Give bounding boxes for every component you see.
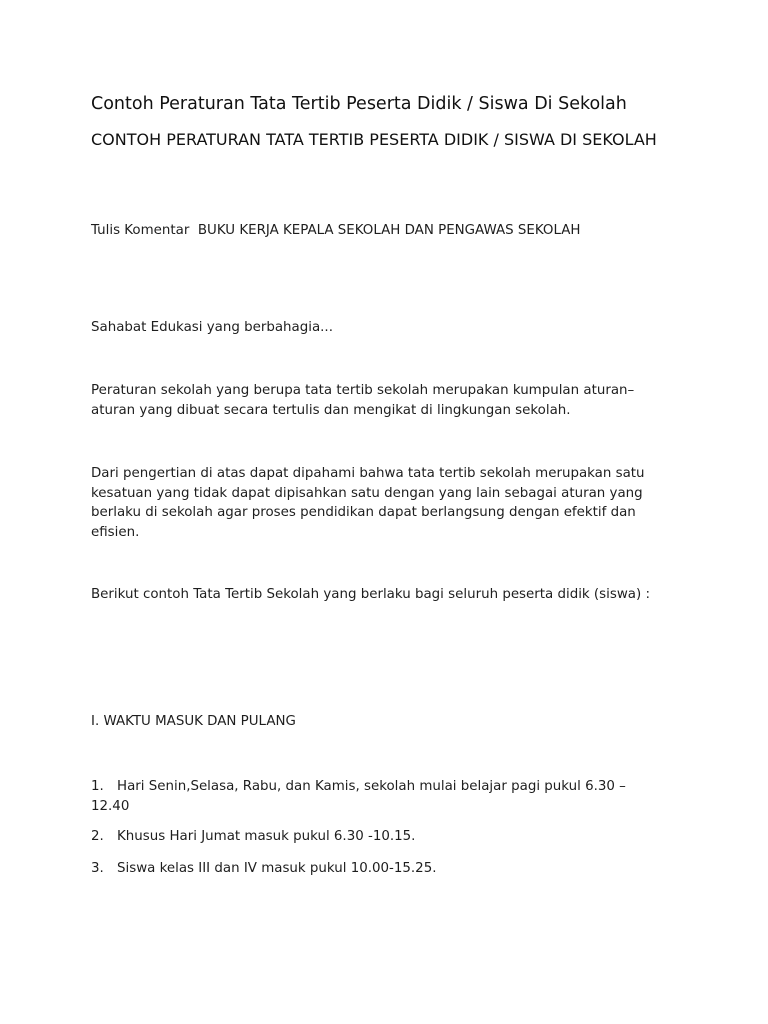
list-item bbox=[91, 859, 661, 879]
list-item-number: 3. bbox=[91, 861, 104, 876]
section-heading: I. WAKTU MASUK DAN PULANG bbox=[91, 714, 296, 729]
list-item-text: Siswa kelas III dan IV masuk pukul 10.00-15.25. bbox=[117, 861, 437, 876]
list-item-number: 1. bbox=[91, 779, 104, 794]
regulation-paragraph: Peraturan sekolah yang berupa tata tertib sekolah merupakan kumpulan aturan–aturan yang dibuat secara tertulis dan mengikat di lingkungan sekolah. bbox=[91, 383, 635, 418]
greeting-paragraph: Sahabat Edukasi yang berbahagia... bbox=[91, 320, 333, 335]
comment-line: Tulis Komentar BUKU KERJA KEPALA SEKOLAH DAN PENGAWAS SEKOLAH bbox=[91, 223, 581, 238]
list-item-number: 2. bbox=[91, 829, 104, 844]
list-item-text: Hari Senin,Selasa, Rabu, dan Kamis, sekolah mulai belajar pagi pukul 6.30 – 12.40 bbox=[91, 779, 626, 814]
list-item bbox=[91, 827, 661, 847]
list-item bbox=[91, 777, 661, 816]
definition-paragraph: Dari pengertian di atas dapat dipahami bahwa tata tertib sekolah merupakan satu kesatuan yang tidak dapat dipisahkan satu dengan yang lain sebagai aturan yang berlaku di sekolah agar proses pendidikan dapat berlangsung dengan efektif dan efisien. bbox=[91, 466, 645, 540]
document-title: Contoh Peraturan Tata Tertib Peserta Didik / Siswa Di Sekolah bbox=[91, 94, 627, 114]
intro-paragraph: Berikut contoh Tata Tertib Sekolah yang berlaku bagi seluruh peserta didik (siswa) : bbox=[91, 587, 650, 602]
document-heading: CONTOH PERATURAN TATA TERTIB PESERTA DIDIK / SISWA DI SEKOLAH bbox=[91, 130, 657, 149]
list-item-text: Khusus Hari Jumat masuk pukul 6.30 -10.15. bbox=[117, 829, 416, 844]
